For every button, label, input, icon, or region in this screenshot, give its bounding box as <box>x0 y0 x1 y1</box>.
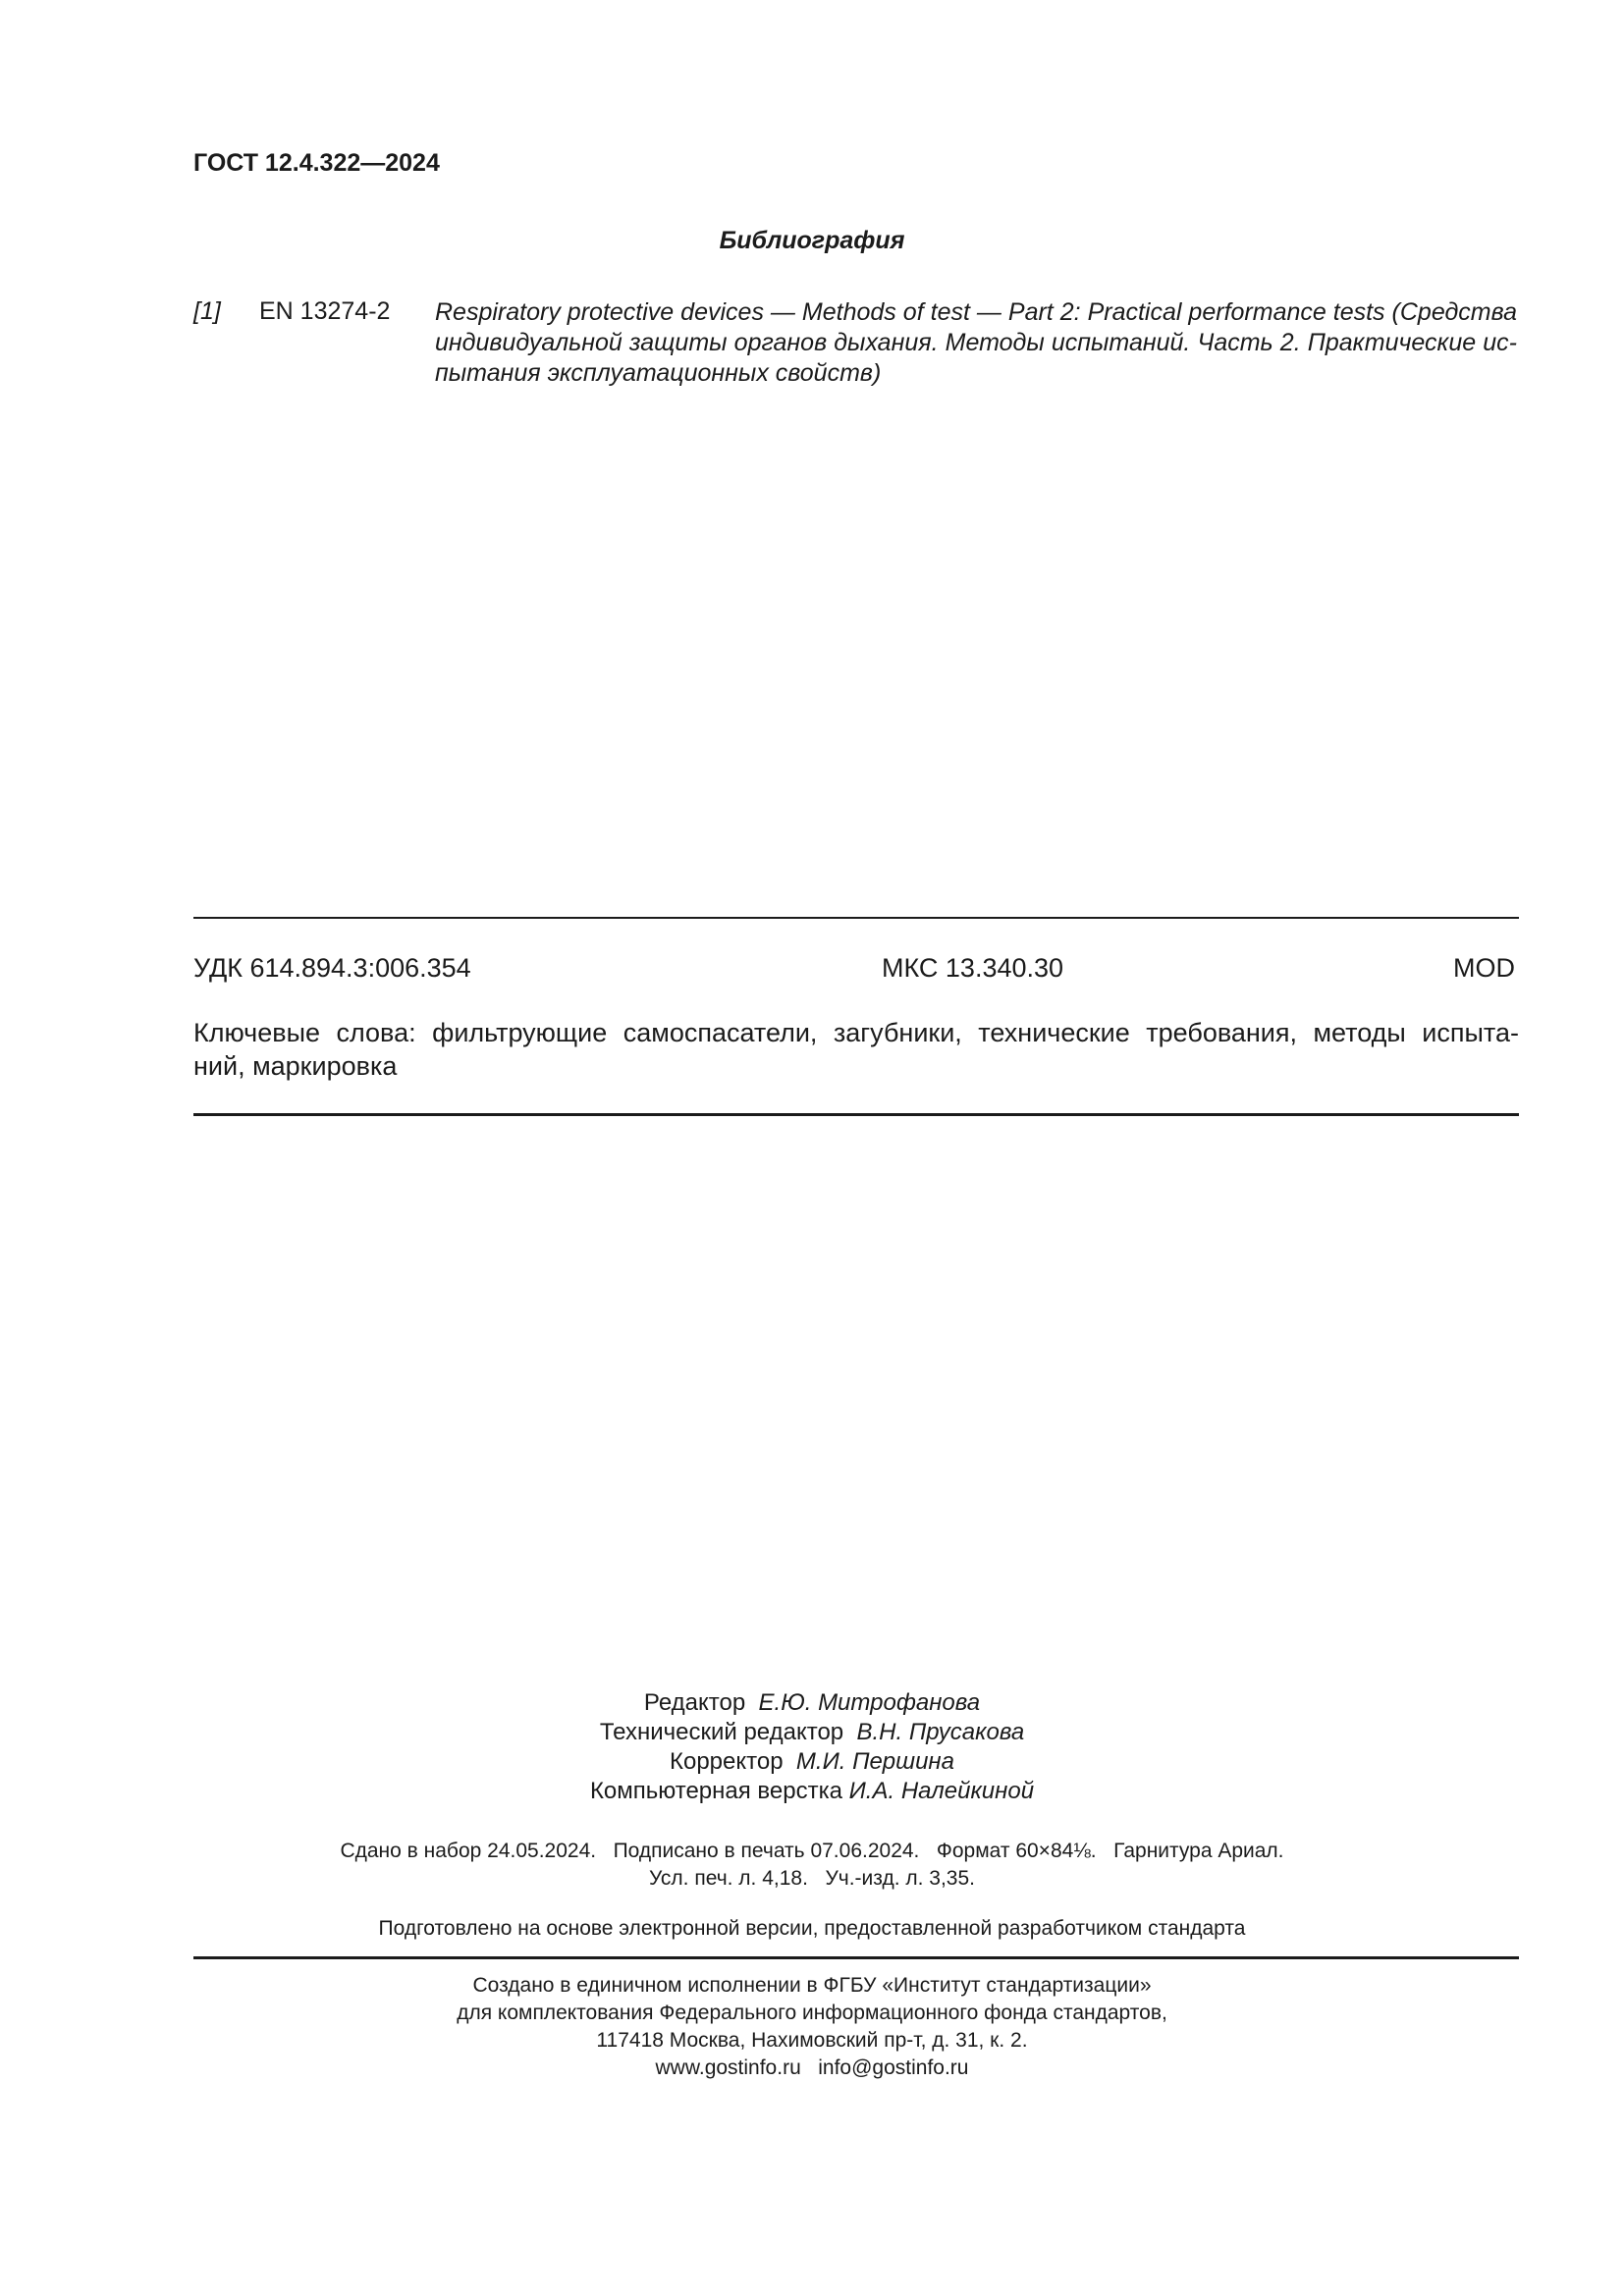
created-line: для комплектования Федерального информационного фонда стандартов, <box>457 2002 1167 2024</box>
credit-proofreader <box>0 1747 1624 1777</box>
credit-role: Редактор <box>643 1689 746 1716</box>
publication-line: Усл. печ. л. 4,18. Уч.-изд. л. 3,35. <box>648 1867 975 1890</box>
created-info <box>0 1972 1624 2082</box>
publication-info <box>0 1838 1624 1893</box>
credit-name: М.И. Першина <box>795 1748 954 1775</box>
keywords-line: Ключевые слова: фильтрующие самоспасатели, загубники, технические требования, методы испыта- <box>193 1018 1519 1047</box>
credits-block <box>0 1688 1624 1806</box>
divider-top <box>193 917 1519 919</box>
divider-bottom <box>193 1956 1519 1959</box>
credit-role: Корректор <box>670 1748 784 1775</box>
entry-line: пытания эксплуатационных свойств) <box>435 359 882 387</box>
created-contacts: www.gostinfo.ru info@gostinfo.ru <box>655 2056 969 2079</box>
credit-layout <box>0 1777 1624 1806</box>
udk-code: УДК 614.894.3:006.354 <box>193 953 471 983</box>
credit-role: Технический редактор <box>599 1719 844 1745</box>
keywords-line: ний, маркировка <box>193 1051 398 1081</box>
publication-line: Сдано в набор 24.05.2024. Подписано в печать 07.06.2024. Формат 60×84⅛. Гарнитура Ариал. <box>340 1840 1284 1862</box>
mod-label: MOD <box>1453 953 1515 983</box>
credit-name: В.Н. Прусакова <box>856 1719 1025 1745</box>
keywords <box>193 1016 1519 1083</box>
mks-code: МКС 13.340.30 <box>882 953 1064 983</box>
created-line: 117418 Москва, Нахимовский пр-т, д. 31, к. 2. <box>596 2029 1028 2052</box>
credit-role: Компьютерная верстка <box>589 1778 842 1804</box>
entry-line: индивидуальной защиты органов дыхания. Методы испытаний. Часть 2. Практические ис- <box>435 329 1517 356</box>
entry-number: [1] <box>193 297 221 325</box>
credit-tech-editor <box>0 1718 1624 1747</box>
prepared-note: Подготовлено на основе электронной версии, предоставленной разработчиком стандарта <box>378 1917 1246 1940</box>
entry-code: EN 13274-2 <box>259 297 391 325</box>
credit-name: И.А. Налейкиной <box>848 1778 1035 1804</box>
credit-editor <box>0 1688 1624 1718</box>
entry-line: Respiratory protective devices — Methods of test — Part 2: Practical performance tests (Средства <box>435 298 1517 326</box>
created-line: Создано в единичном исполнении в ФГБУ «Институт стандартизации» <box>472 1974 1152 1997</box>
document-header: ГОСТ 12.4.322—2024 <box>193 149 440 177</box>
bibliography-title: Библиография <box>719 227 905 254</box>
entry-description <box>435 297 1517 389</box>
divider-middle <box>193 1113 1519 1116</box>
credit-name: Е.Ю. Митрофанова <box>758 1689 981 1716</box>
